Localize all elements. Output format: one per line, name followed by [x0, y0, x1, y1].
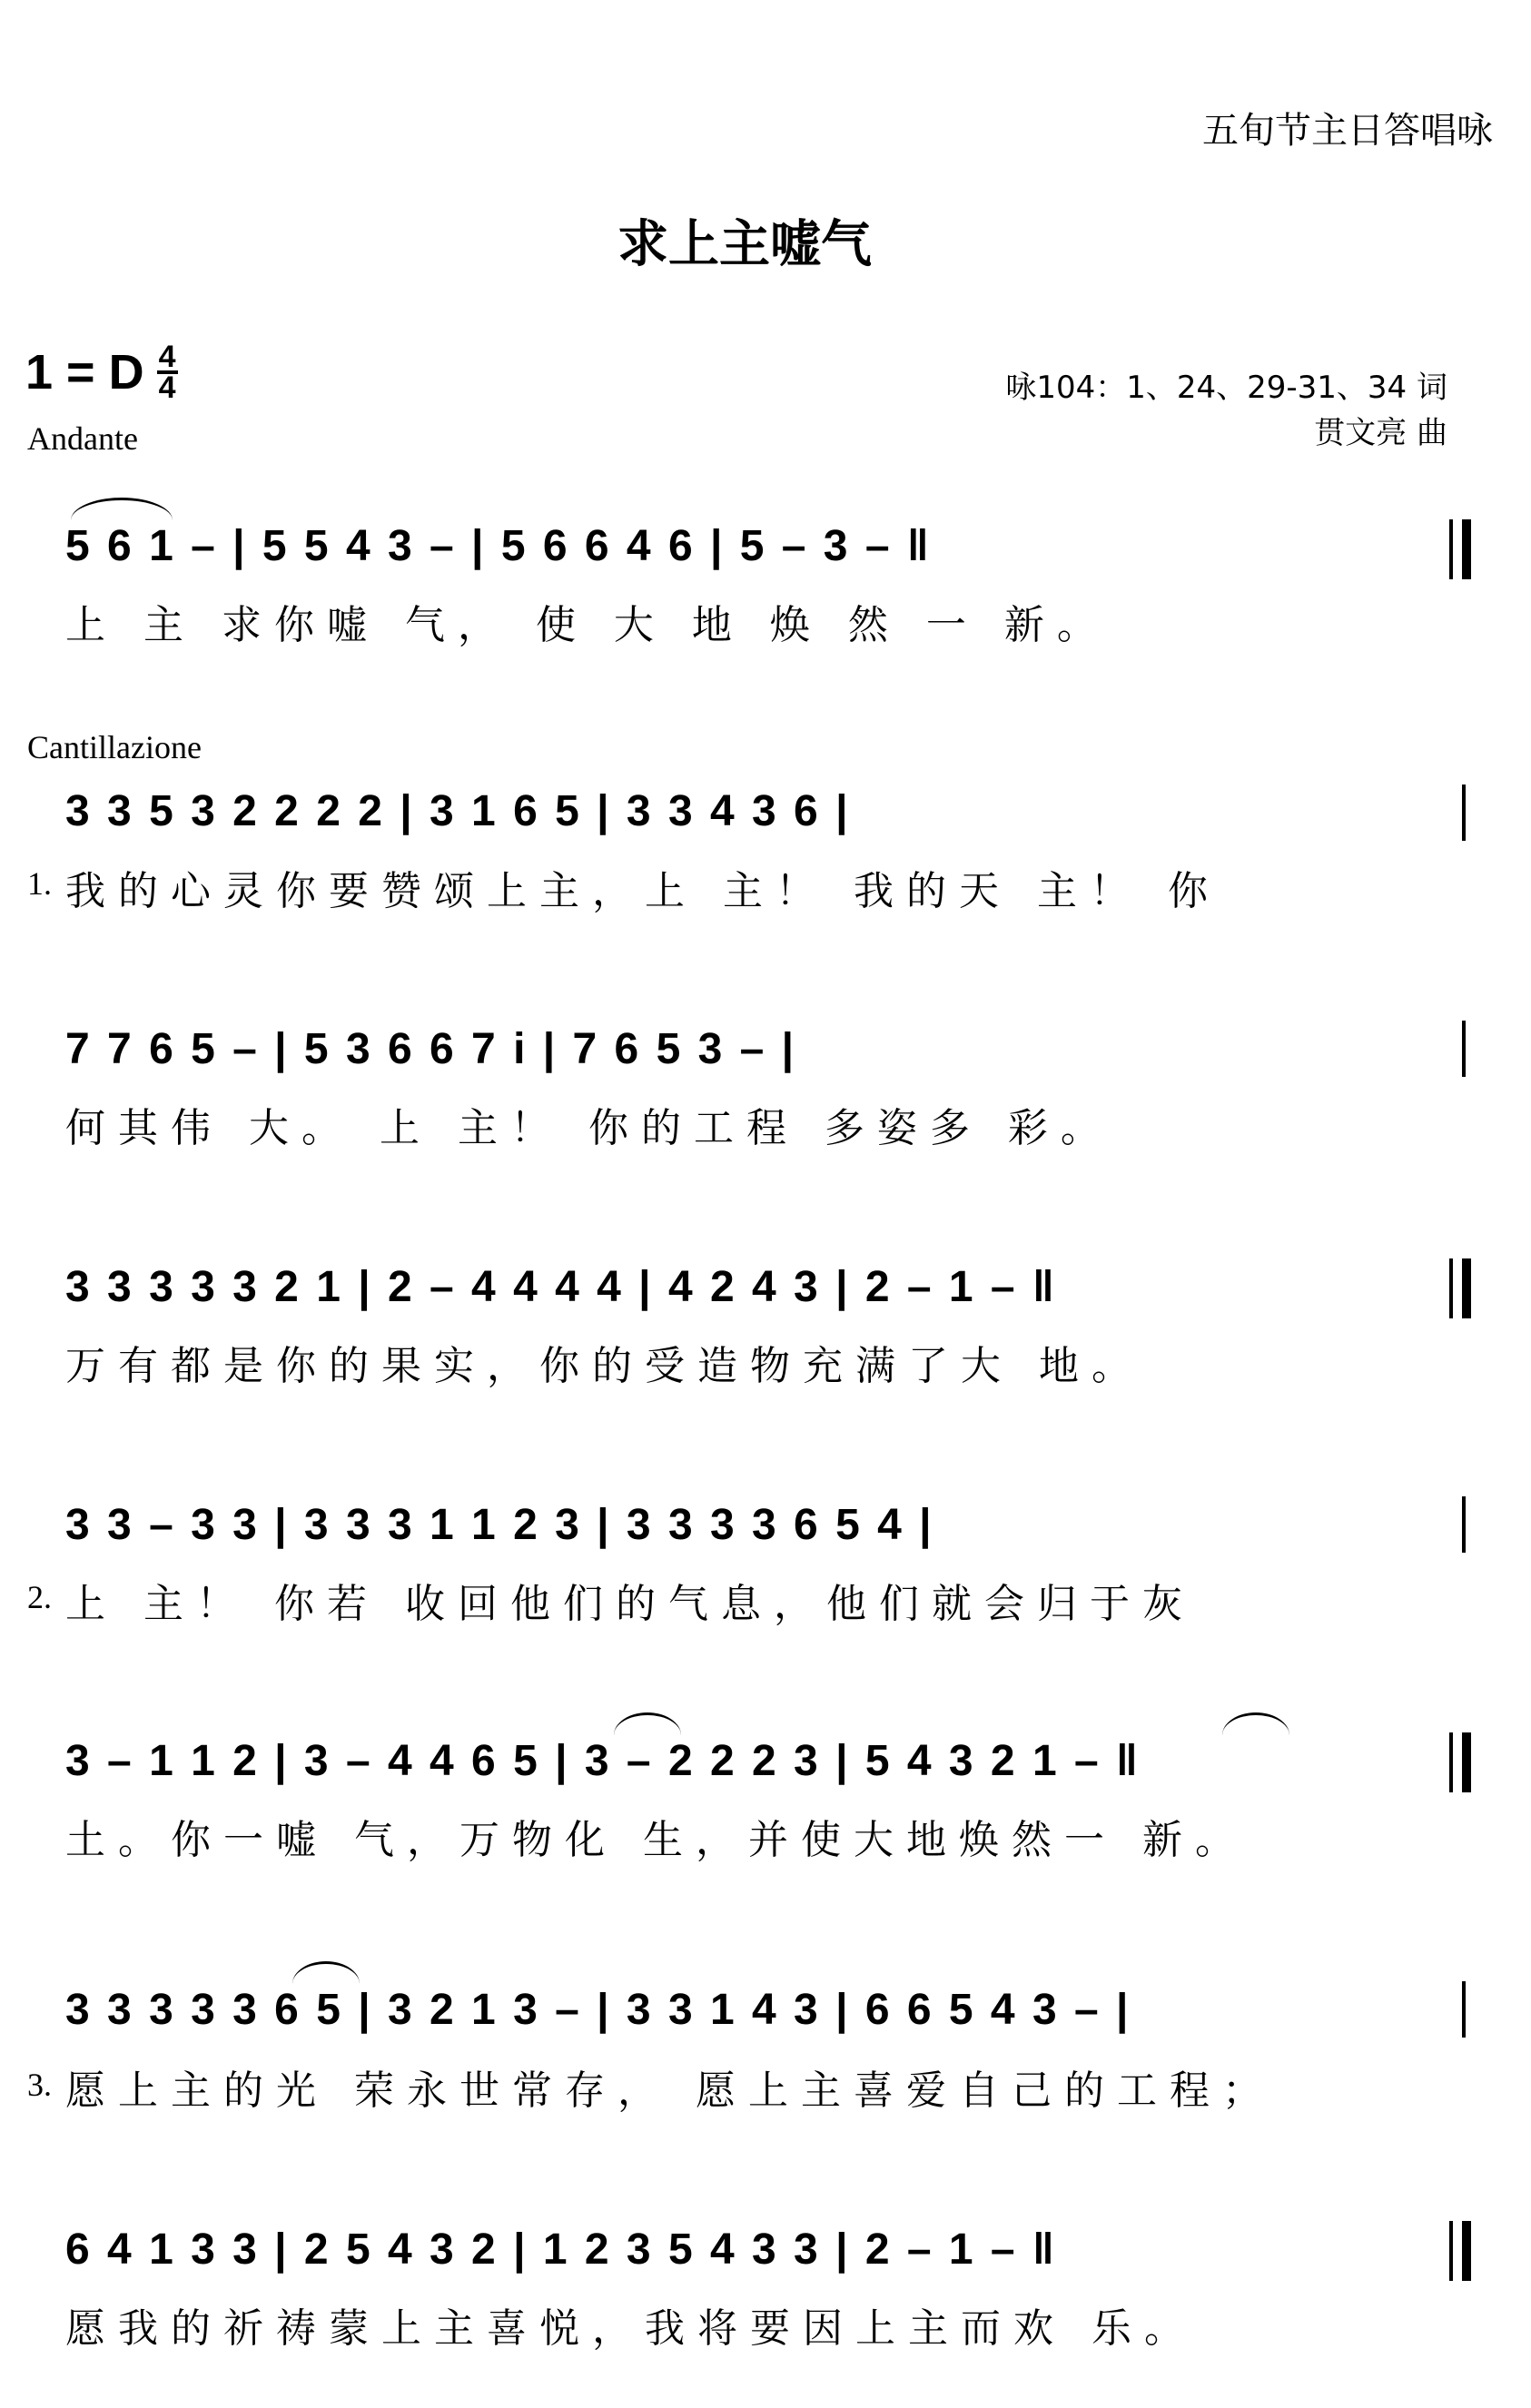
- final-barline: [1449, 1732, 1471, 1792]
- barline: [1462, 1021, 1466, 1077]
- refrain-lyrics: 上 主 求你嘘 气， 使 大 地 焕 然 一 新。: [65, 602, 1110, 648]
- verse1-line3-notes: 3 3 3 3 3 2 1 | 2 – 4 4 4 4 | 4 2 4 3 | 2 – 1 – ‖: [65, 1263, 1057, 1311]
- music-credit: 贯文亮 曲: [1314, 415, 1447, 451]
- time-bottom: 4: [158, 370, 176, 405]
- verse-number: 2.: [27, 1579, 52, 1615]
- refrain-notes: 5 6 1 – | 5 5 4 3 – | 5 6 6 4 6 | 5 – 3 – ‖: [65, 522, 932, 570]
- key-signature: [25, 340, 178, 405]
- verse2-line1-notes: 3 3 – 3 3 | 3 3 3 1 1 2 3 | 3 3 3 3 6 5 4 |: [65, 1501, 934, 1549]
- final-barline: [1449, 2221, 1471, 2281]
- verse1-line1-notes: 3 3 5 3 2 2 2 2 | 3 1 6 5 | 3 3 4 3 6 |: [65, 787, 851, 835]
- barline: [1462, 1981, 1466, 2038]
- verse-number: 1.: [27, 865, 52, 902]
- barline: [1462, 1496, 1466, 1553]
- verse3-line2-lyrics: 愿我的祈祷蒙上主喜悦，我将要因上主而欢 乐。: [65, 2305, 1197, 2352]
- slur-mark: [71, 498, 173, 520]
- verse2-line2-lyrics: 土。你一嘘 气，万物化 生，并使大地焕然一 新。: [65, 1817, 1248, 1863]
- song-title: 求上主嘘气: [617, 215, 872, 274]
- verse1-line2-lyrics: 何其伟 大。 上 主！ 你的工程 多姿多 彩。: [65, 1105, 1113, 1151]
- tempo-marking: Andante: [27, 420, 138, 457]
- verse1-line2-notes: 7 7 6 5 – | 5 3 6 6 7 i | 7 6 5 3 – |: [65, 1025, 797, 1073]
- barline: [1462, 785, 1466, 841]
- final-barline: [1449, 1258, 1471, 1318]
- verse3-line2-notes: 6 4 1 3 3 | 2 5 4 3 2 | 1 2 3 5 4 3 3 | 2 – 1 – ‖: [65, 2225, 1057, 2274]
- verse3-line1-lyrics: 愿上主的光 荣永世常存， 愿上主喜爱自己的工程；: [65, 2068, 1275, 2114]
- category-label: 五旬节主日答唱咏: [1202, 110, 1493, 152]
- slur-mark: [1222, 1712, 1289, 1735]
- verse-number: 3.: [27, 2067, 52, 2103]
- verse2-line2-notes: 3 – 1 1 2 | 3 – 4 4 6 5 | 3 – 2 2 2 3 | 5 4 3 2 1 – ‖: [65, 1737, 1141, 1785]
- verse2-line1-lyrics: 上 主！ 你若 收回他们的气息，他们就会归于灰: [65, 1581, 1195, 1627]
- verse1-line1-lyrics: 我的心灵你要赞颂上主，上 主！ 我的天 主！ 你: [65, 868, 1220, 914]
- verse3-line1-notes: 3 3 3 3 3 6 5 | 3 2 1 3 – | 3 3 1 4 3 | 6 6 5 4 3 – |: [65, 1986, 1131, 2034]
- slur-mark: [292, 1961, 360, 1984]
- verse1-line3-lyrics: 万有都是你的果实，你的受造物充满了大 地。: [65, 1343, 1144, 1389]
- final-barline: [1449, 519, 1471, 579]
- key-label: 1 = D: [25, 345, 144, 400]
- credits: [1005, 365, 1447, 456]
- time-signature: [157, 340, 178, 405]
- slur-mark: [614, 1712, 681, 1735]
- time-top: 4: [158, 340, 176, 374]
- lyrics-credit: 咏104：1、24、29-31、34 词: [1005, 370, 1447, 406]
- section-label: Cantillazione: [27, 729, 202, 765]
